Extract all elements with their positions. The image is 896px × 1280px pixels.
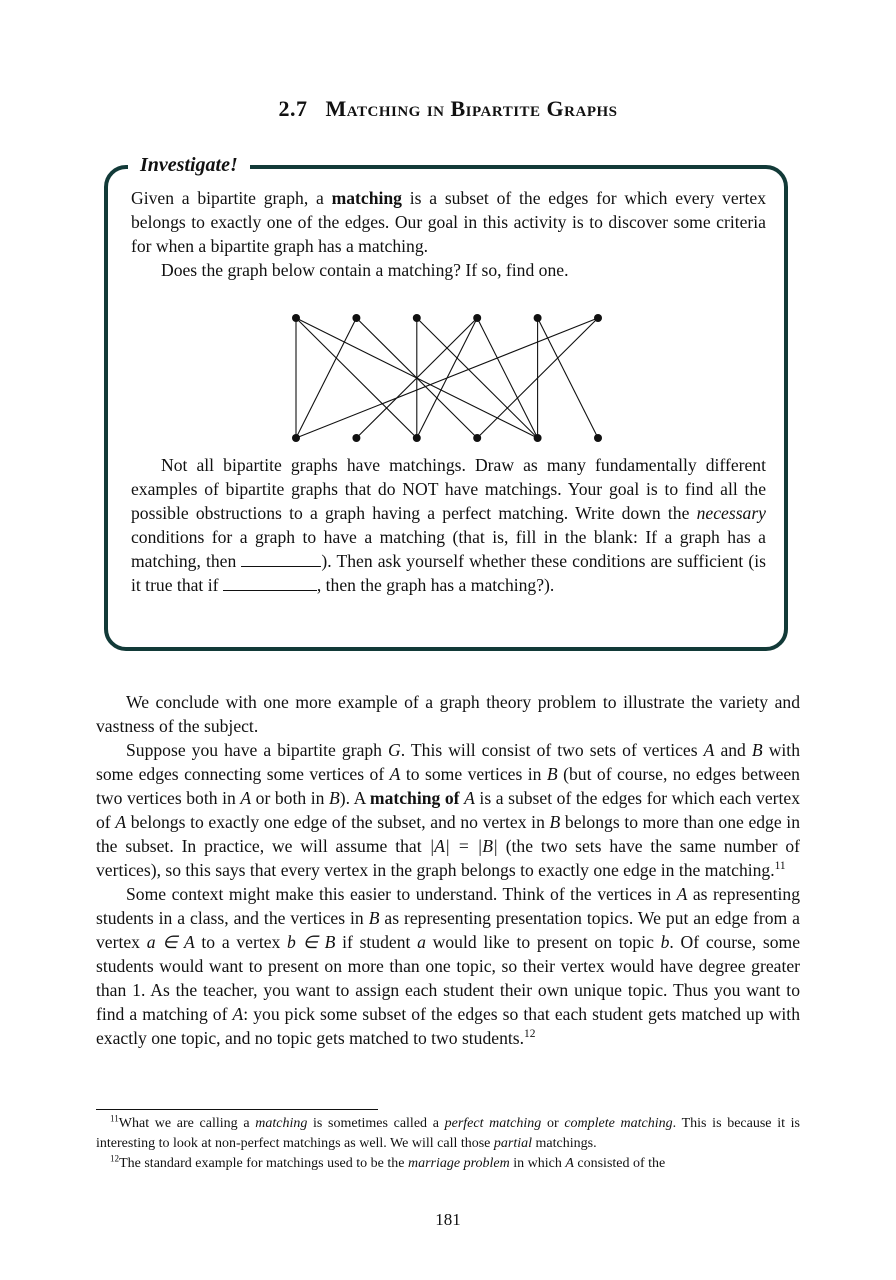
graph-edge (296, 318, 356, 438)
bottom-vertex (292, 434, 300, 442)
investigate-task (131, 453, 766, 597)
main-text (96, 690, 800, 1050)
top-vertex (352, 314, 360, 322)
bottom-vertex (352, 434, 360, 442)
page-number: 181 (435, 1210, 461, 1229)
investigate-paragraph-1: Given a bipartite graph, a matching is a subset of the edges for which every vertex belongs to exactly one of the edges. Our goal in this activity is to discover some criteria for when a bipartite graph has a matching. (131, 188, 766, 256)
section-title (0, 96, 896, 122)
footnote-ref-12[interactable]: 12 (524, 1028, 536, 1041)
bipartite-graph-svg (270, 300, 630, 460)
top-vertex (534, 314, 542, 322)
footnote-rule (96, 1109, 378, 1110)
bottom-vertex (473, 434, 481, 442)
bipartite-graph (270, 300, 630, 460)
graph-edge (296, 318, 598, 438)
matching-of-term: matching of (369, 788, 460, 808)
section-title-text: Matching in Bipartite Graphs (325, 96, 618, 121)
investigate-paragraph-2: Does the graph below contain a matching? If so, find one. (161, 260, 569, 280)
graph-edge (538, 318, 598, 438)
body-paragraph-3: Some context might make this easier to understand. Think of the vertices in A as representing students in a class, and the vertices in B as representing presentation topics. We put an edge from a vertex a ∈ A to a vertex b ∈ B if student a would like to present on topic b. Of course, some students would want to present on more than one topic, so their vertex would have degree greater than 1. As the teacher, you want to assign each student their own unique topic. Thus you want to find a matching of A: you pick some subset of the edges so that each student gets matched up with exactly one topic, and no topic gets matched to two students.$^{12}$ (96, 884, 801, 1048)
cardinality-equation: |A| = |B| (429, 836, 498, 856)
graph-edge (296, 318, 417, 438)
top-vertex (594, 314, 602, 322)
top-vertex (473, 314, 481, 322)
investigate-intro (131, 186, 766, 282)
footnote-12: $^{12}$The standard example for matchings used to be the marriage problem in which A consisted of the (110, 1153, 666, 1171)
graph-edge (477, 318, 537, 438)
bottom-vertex (413, 434, 421, 442)
fill-blank-2 (223, 576, 317, 591)
investigate-paragraph-3: Not all bipartite graphs have matchings. Draw as many fundamentally different examples of bipartite graphs that do NOT have matchings. Your goal is to find all the possible obstructions to a graph having a perfect matching. Write down the necessary conditions for a graph to have a matching (that is, fill in the blank: If a graph has a matching, then ). Then ask yourself whether these conditions are sufficient (is it true that if , then the graph has a matching?). (131, 455, 766, 595)
section-number: 2.7 (278, 96, 308, 121)
graph-edge (417, 318, 538, 438)
fill-blank-1 (241, 552, 321, 567)
body-paragraph-1: We conclude with one more example of a graph theory problem to illustrate the variety and vastness of the subject. (96, 692, 800, 736)
bottom-vertex (594, 434, 602, 442)
footnote-ref-11[interactable]: 11 (774, 860, 786, 873)
bottom-vertex (534, 434, 542, 442)
body-paragraph-2: Suppose you have a bipartite graph G. This will consist of two sets of vertices A and B with some edges connecting some vertices of A to some vertices in B (but of course, no edges between two vertices both in A or both in B). A matching of A is a subset of the edges for which each vertex of A belongs to exactly one edge of the subset, and no vertex in B belongs to more than one edge in the subset. In practice, we will assume that |A| = |B| (the two sets have the same number of vertices), so this says that every vertex in the graph belongs to exactly one edge in the matching.$^{11}$ (96, 740, 800, 880)
matching-term: matching (331, 188, 402, 208)
footnote-11: $^{11}$What we are calling a matching is sometimes called a perfect matching or complete matching. This is because it is interesting to look at non-perfect matchings as well. We will call those partial matchings. (96, 1113, 800, 1151)
top-vertex (413, 314, 421, 322)
footnotes (96, 1114, 800, 1174)
investigate-label: Investigate! (128, 152, 250, 178)
top-vertex (292, 314, 300, 322)
